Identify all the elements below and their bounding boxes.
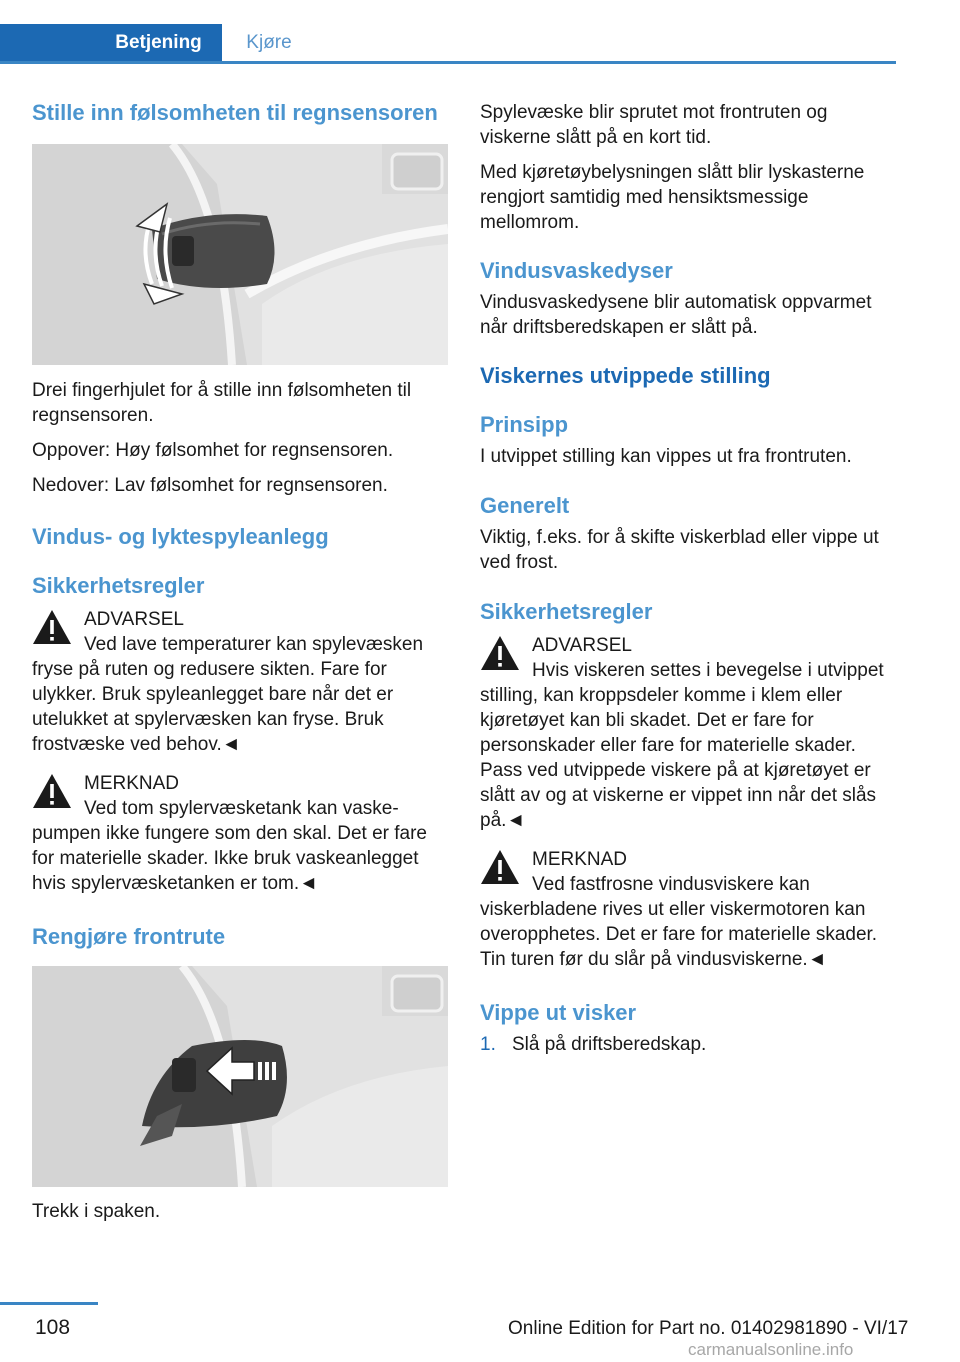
heading-washer-system: Vindus- og lyktespyleanlegg (32, 524, 329, 549)
warning-triangle-icon (480, 849, 520, 885)
notice-tag: MERKNAD (84, 773, 180, 794)
tab-label: Betjening (115, 32, 202, 53)
heading-flip-wiper: Vippe ut visker (480, 1000, 637, 1025)
rain-text-up: Oppover: Høy følsomhet for regnsensoren. (32, 440, 394, 461)
rain-text-turn-wheel: Drei fingerhjulet for å stille inn følsomheten til regnsensoren. (32, 380, 412, 426)
rain-sensor-illustration (32, 144, 448, 365)
notice-tag: MERKNAD (532, 849, 628, 870)
tab-betjening[interactable] (0, 24, 222, 61)
clean-windshield-illustration (32, 966, 448, 1187)
general-text: Viktig, f.eks. for å skifte viskerblad eller vippe ut ved frost. (480, 527, 879, 573)
principle-text: I utvippet stilling kan vippes ut fra frontruten. (480, 446, 852, 467)
clean-text-pull-lever: Trekk i spaken. (32, 1201, 161, 1222)
watermark: carmanualsonline.info (688, 1340, 854, 1359)
warning-box-pinch (480, 633, 898, 833)
nozzles-text: Vindusvaskedysene blir automatisk oppvarmet når driftsberedskapen er slått på. (480, 292, 872, 338)
heading-principle: Prinsipp (480, 412, 569, 437)
heading-rain-sensor: Stille inn følsomheten til regnsensoren (32, 100, 438, 125)
page-number: 108 (35, 1316, 71, 1339)
rain-text-down: Nedover: Lav følsomhet for regnsensoren. (32, 475, 388, 496)
warning-triangle-icon (32, 609, 72, 645)
heading-flipped-position: Viskernes utvippede stilling (480, 363, 771, 388)
heading-clean-windshield: Rengjøre frontrute (32, 924, 226, 949)
warning-text: Hvis viskeren settes i bevegelse i utvippet stilling, kan kroppsdeler komme i klem eller kjøretøyet kan bli skadet. Det er fare for personskader eller fare for materielle skader. Pass ved utvippede viskere på at kjøretøyet er slått av og at viskerne er vippet inn når det slås på.◄ (480, 660, 884, 831)
thumbwheel-illustration (32, 144, 448, 365)
warning-tag: ADVARSEL (532, 635, 632, 656)
notice-box-empty-tank (32, 771, 448, 896)
tab-kjore[interactable] (222, 24, 316, 61)
notice-box-frozen (480, 847, 898, 972)
heading-general: Generelt (480, 493, 570, 518)
step-number: 1. (480, 1034, 496, 1055)
headlight-clean-text: Med kjøretøybelysningen slått blir lyskasterne rengjort samtidig med hensiktsmessige mellomrom. (480, 162, 865, 233)
chapter-tab-bar (0, 24, 896, 64)
spray-text: Spylevæske blir sprutet mot frontruten og viskerne slått på en kort tid. (480, 102, 828, 148)
warning-box-frost (32, 607, 448, 757)
notice-text: Ved fastfrosne vindusviskere kan viskerbladene rives ut eller viskermotoren kan overopphetes. Det er fare for materielle skader. Tin turen før du slår på vindusviskerne.◄ (480, 874, 878, 970)
step-text: Slå på driftsberedskap. (512, 1034, 707, 1055)
warning-triangle-icon (480, 635, 520, 671)
footer-rule (0, 1302, 98, 1305)
warning-text: Ved lave temperaturer kan spylevæsken fryse på ruten og redusere sikten. Fare for ulykker. Bruk spyleanlegget bare når det er utelukket at spylervæsken kan fryse. Bruk frostvæske ved behov.◄ (32, 634, 424, 755)
edition-line: Online Edition for Part no. 01402981890 - VI/17 (508, 1318, 909, 1339)
warning-triangle-icon (32, 773, 72, 809)
heading-safety-right: Sikkerhetsregler (480, 599, 653, 624)
right-column (480, 100, 898, 1057)
heading-safety-left: Sikkerhetsregler (32, 573, 205, 598)
heading-nozzles: Vindusvaskedyser (480, 258, 673, 283)
list-item (480, 1032, 898, 1057)
notice-text: Ved tom spylervæsketank kan vaske-pumpen ikke fungere som den skal. Det er fare for materielle skader. Ikke bruk vaskeanlegget hvis spylervæsketanken er tom.◄ (32, 798, 427, 894)
header-rule (0, 61, 896, 64)
tab-label: Kjøre (246, 32, 292, 53)
warning-tag: ADVARSEL (84, 609, 184, 630)
lever-illustration (32, 966, 448, 1187)
left-column (32, 100, 448, 1224)
